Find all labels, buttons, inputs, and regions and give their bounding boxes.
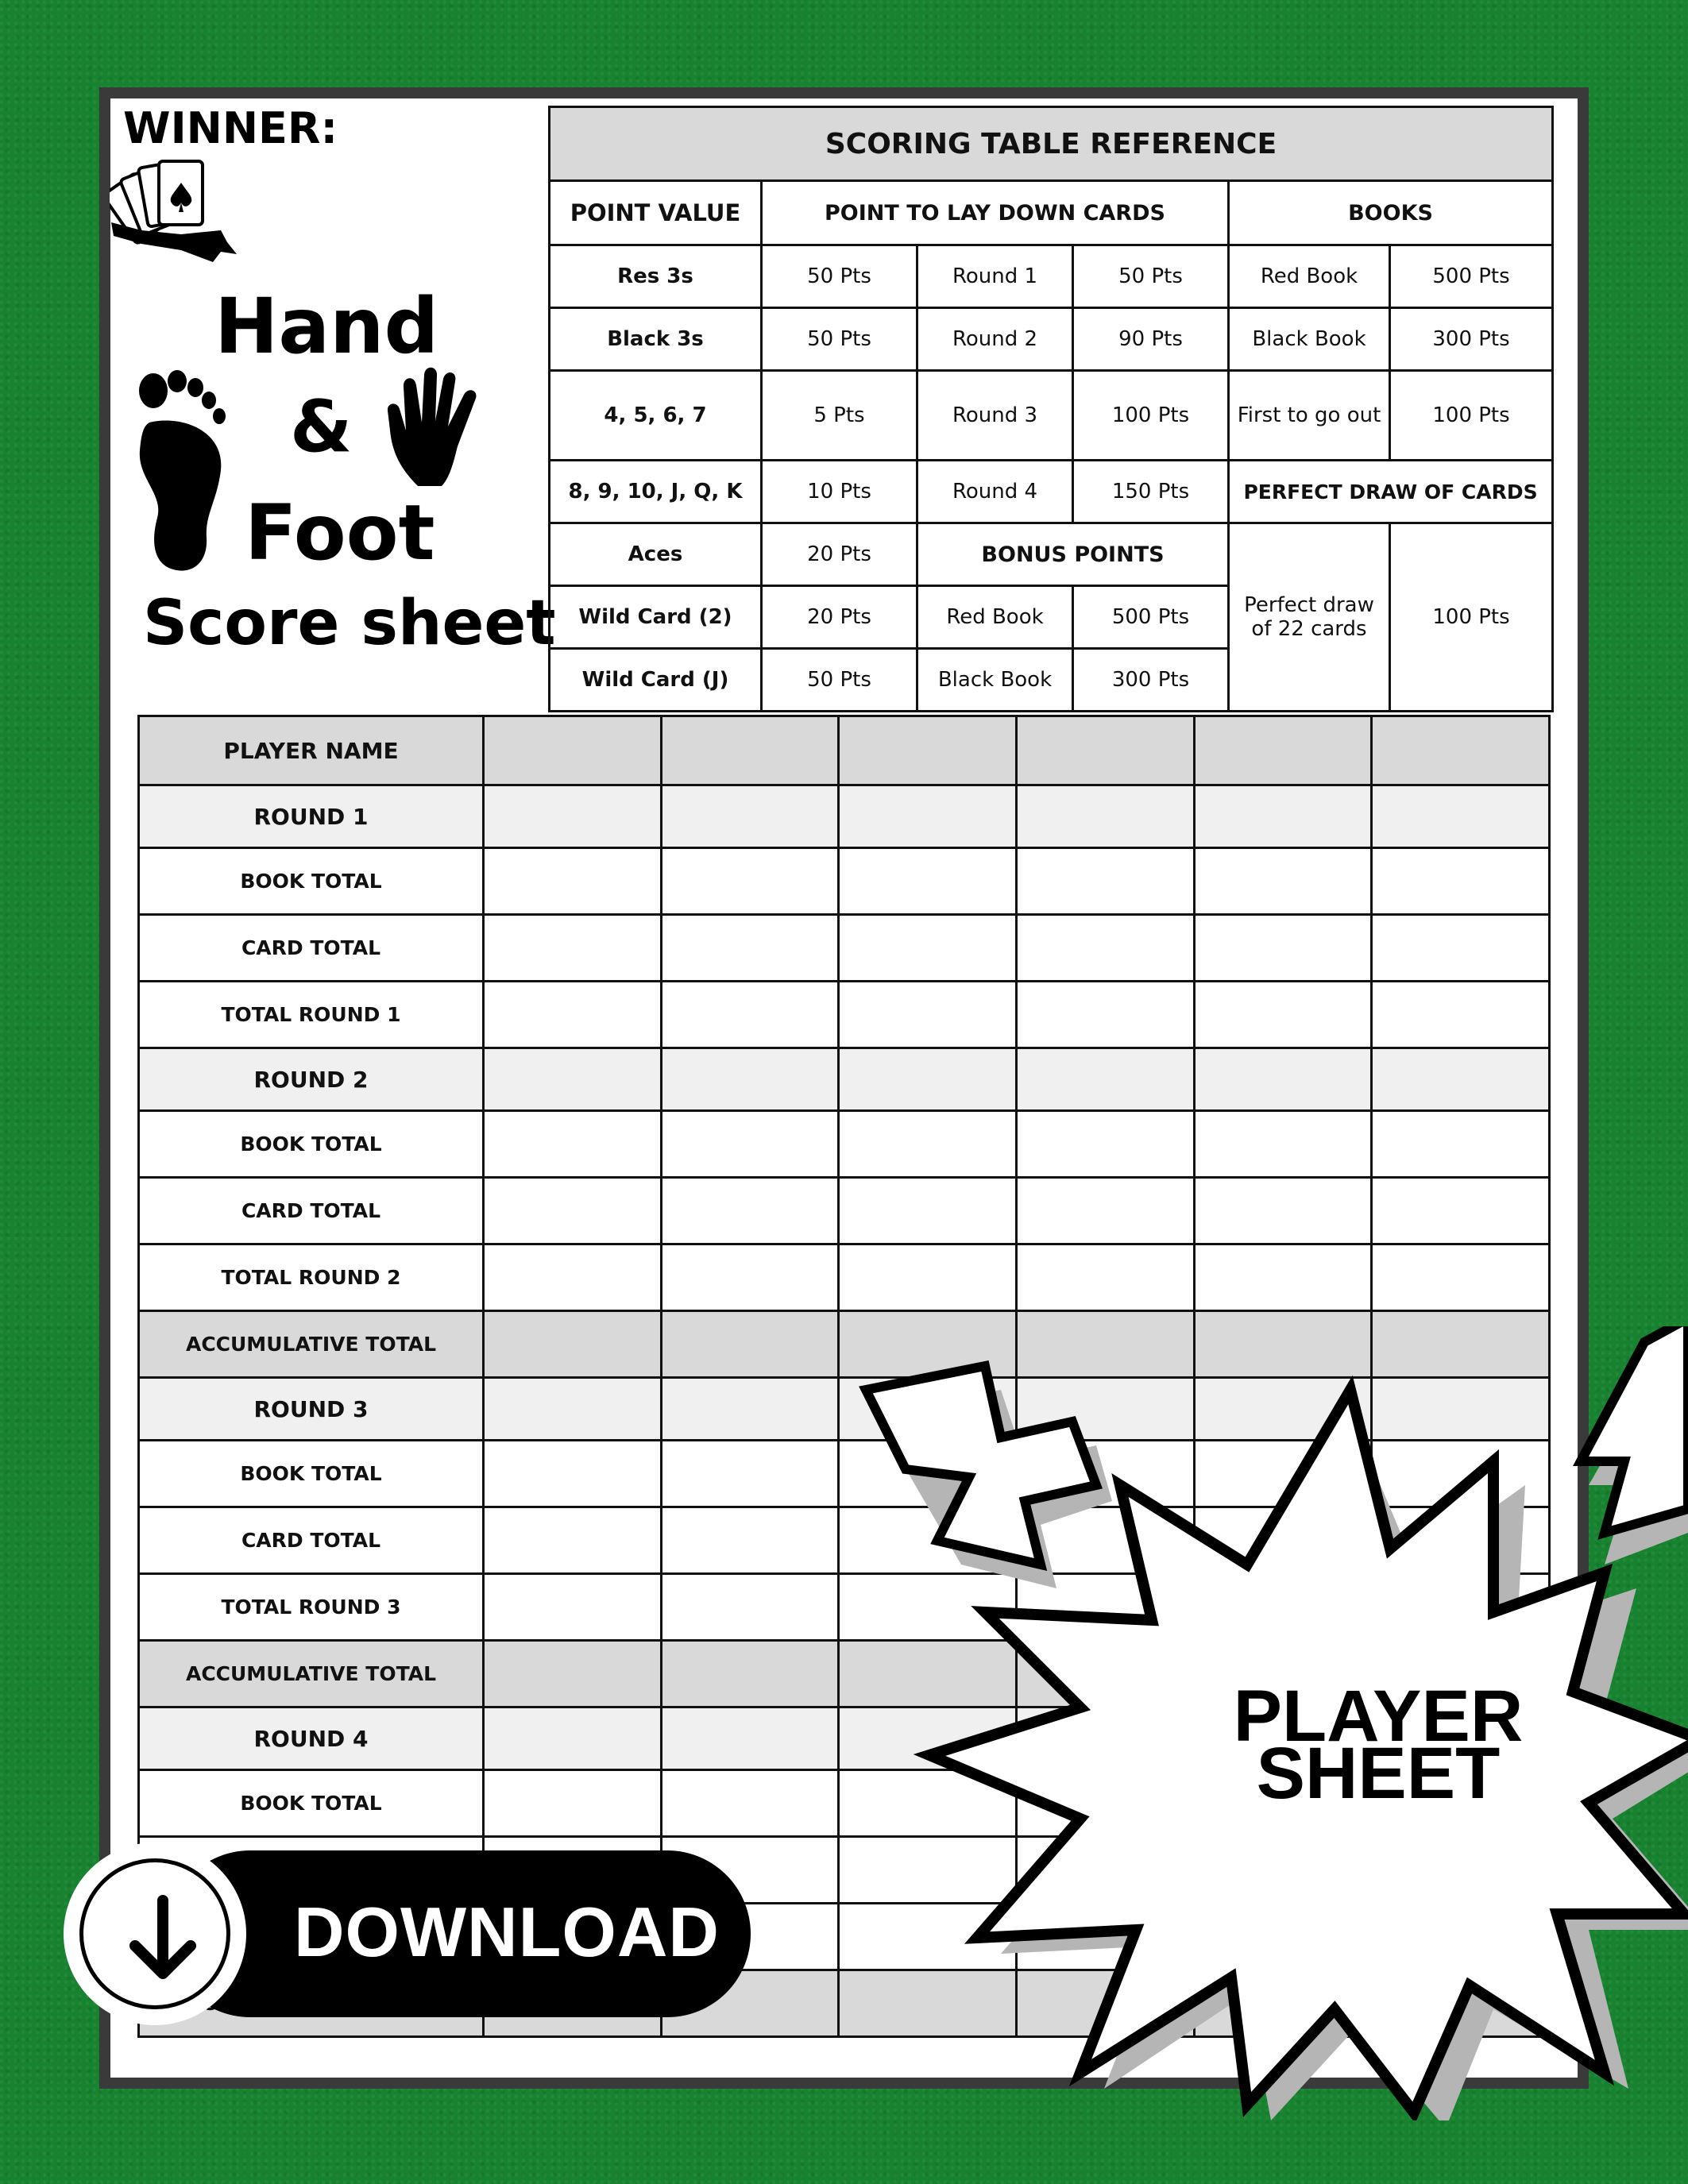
ref-pts: 50 Pts bbox=[762, 649, 917, 712]
score-cell[interactable] bbox=[484, 1378, 662, 1441]
score-cell[interactable] bbox=[484, 1574, 662, 1641]
score-cell[interactable] bbox=[1016, 982, 1194, 1048]
scoring-reference-table bbox=[548, 106, 1554, 712]
score-cell[interactable] bbox=[661, 1441, 839, 1507]
score-cell[interactable] bbox=[661, 1048, 839, 1111]
foot-icon bbox=[133, 367, 229, 573]
bonus-pts: 500 Pts bbox=[1073, 586, 1229, 649]
score-cell[interactable] bbox=[1194, 915, 1372, 982]
score-cell[interactable] bbox=[484, 1770, 662, 1837]
score-cell[interactable] bbox=[1016, 1048, 1194, 1111]
title-hand: Hand bbox=[214, 282, 439, 371]
score-cell[interactable] bbox=[661, 1507, 839, 1574]
grid-row-label: TOTAL ROUND 3 bbox=[139, 1574, 484, 1641]
col-lay-down: POINT TO LAY DOWN CARDS bbox=[762, 181, 1229, 245]
arrow-down-icon bbox=[123, 1894, 203, 1989]
score-cell[interactable] bbox=[1016, 848, 1194, 915]
ref-pts: 20 Pts bbox=[762, 586, 917, 649]
grid-row-label: ACCUMULATIVE TOTAL bbox=[139, 1641, 484, 1707]
score-cell[interactable] bbox=[1372, 1178, 1550, 1244]
score-cell[interactable] bbox=[1194, 1048, 1372, 1111]
score-cell[interactable] bbox=[1016, 1111, 1194, 1178]
score-cell[interactable] bbox=[1016, 1178, 1194, 1244]
grid-row bbox=[139, 1244, 1550, 1311]
grid-row-label: PLAYER NAME bbox=[139, 716, 484, 785]
bonus-pts: 300 Pts bbox=[1073, 649, 1229, 712]
score-cell[interactable] bbox=[1372, 1048, 1550, 1111]
score-cell[interactable] bbox=[661, 1770, 839, 1837]
col-point-value: POINT VALUE bbox=[550, 181, 762, 245]
player-name-cell[interactable] bbox=[1016, 716, 1194, 785]
ref-card: Wild Card (2) bbox=[550, 586, 762, 649]
ref-round: Round 3 bbox=[917, 371, 1073, 461]
score-cell[interactable] bbox=[661, 848, 839, 915]
score-cell[interactable] bbox=[1194, 785, 1372, 848]
ref-card: Black 3s bbox=[550, 308, 762, 371]
title-foot: Foot bbox=[245, 488, 435, 577]
grid-row-label: CARD TOTAL bbox=[139, 1178, 484, 1244]
score-cell[interactable] bbox=[661, 915, 839, 982]
grid-row-label: ACCUMULATIVE TOTAL bbox=[139, 1311, 484, 1378]
reference-title: SCORING TABLE REFERENCE bbox=[550, 107, 1553, 181]
grid-row-label: ROUND 3 bbox=[139, 1378, 484, 1441]
ref-pts: 20 Pts bbox=[762, 523, 917, 586]
score-cell[interactable] bbox=[661, 1311, 839, 1378]
score-cell[interactable] bbox=[484, 1178, 662, 1244]
grid-row bbox=[139, 1048, 1550, 1111]
ref-pts: 5 Pts bbox=[762, 371, 917, 461]
grid-row bbox=[139, 716, 1550, 785]
score-cell[interactable] bbox=[484, 1641, 662, 1707]
grid-row-label: BOOK TOTAL bbox=[139, 1441, 484, 1507]
score-cell[interactable] bbox=[839, 915, 1017, 982]
bonus-points-header: BONUS POINTS bbox=[917, 523, 1229, 586]
score-cell[interactable] bbox=[661, 1111, 839, 1178]
player-name-cell[interactable] bbox=[661, 716, 839, 785]
ref-round-pts: 90 Pts bbox=[1073, 308, 1229, 371]
grid-row-label: TOTAL ROUND 2 bbox=[139, 1244, 484, 1311]
score-cell[interactable] bbox=[1016, 785, 1194, 848]
grid-row-label: TOTAL ROUND 1 bbox=[139, 982, 484, 1048]
bonus-item: Red Book bbox=[917, 586, 1073, 649]
grid-row-label: CARD TOTAL bbox=[139, 915, 484, 982]
ref-round: Round 1 bbox=[917, 245, 1073, 308]
grid-row bbox=[139, 982, 1550, 1048]
score-cell[interactable] bbox=[484, 982, 662, 1048]
title-score-sheet: Score sheet bbox=[143, 588, 556, 659]
download-circle[interactable] bbox=[64, 1843, 246, 2025]
ref-card: 4, 5, 6, 7 bbox=[550, 371, 762, 461]
grid-row-label: ROUND 2 bbox=[139, 1048, 484, 1111]
score-cell[interactable] bbox=[1372, 915, 1550, 982]
ref-round-pts: 50 Pts bbox=[1073, 245, 1229, 308]
score-cell[interactable] bbox=[839, 982, 1017, 1048]
score-cell[interactable] bbox=[839, 785, 1017, 848]
ref-pts: 50 Pts bbox=[762, 308, 917, 371]
ref-card: Res 3s bbox=[550, 245, 762, 308]
ref-card: 8, 9, 10, J, Q, K bbox=[550, 461, 762, 523]
ref-book: Red Book bbox=[1229, 245, 1390, 308]
ref-book: First to go out bbox=[1229, 371, 1390, 461]
grid-row-label: ROUND 1 bbox=[139, 785, 484, 848]
score-cell[interactable] bbox=[661, 1378, 839, 1441]
player-sheet-line2: SHEET bbox=[1256, 1733, 1501, 1814]
player-name-cell[interactable] bbox=[484, 716, 662, 785]
playing-cards-icon bbox=[110, 155, 241, 274]
score-cell[interactable] bbox=[661, 982, 839, 1048]
grid-row bbox=[139, 1111, 1550, 1178]
score-cell[interactable] bbox=[1194, 848, 1372, 915]
score-cell[interactable] bbox=[484, 1441, 662, 1507]
score-cell[interactable] bbox=[839, 1048, 1017, 1111]
score-cell[interactable] bbox=[1194, 1244, 1372, 1311]
hand-icon bbox=[386, 367, 505, 490]
player-name-cell[interactable] bbox=[839, 716, 1017, 785]
ref-round-pts: 150 Pts bbox=[1073, 461, 1229, 523]
score-cell[interactable] bbox=[661, 1707, 839, 1770]
score-cell[interactable] bbox=[661, 1641, 839, 1707]
score-cell[interactable] bbox=[1372, 848, 1550, 915]
title-ampersand: & bbox=[290, 385, 353, 469]
score-cell[interactable] bbox=[484, 1244, 662, 1311]
score-cell[interactable] bbox=[1372, 982, 1550, 1048]
score-cell[interactable] bbox=[484, 1048, 662, 1111]
score-cell[interactable] bbox=[839, 1178, 1017, 1244]
ref-book: Black Book bbox=[1229, 308, 1390, 371]
winner-label: WINNER: bbox=[123, 103, 338, 153]
ref-book-pts: 500 Pts bbox=[1390, 245, 1553, 308]
grid-row-label: BOOK TOTAL bbox=[139, 848, 484, 915]
score-cell[interactable] bbox=[1194, 1111, 1372, 1178]
grid-row-label: BOOK TOTAL bbox=[139, 1770, 484, 1837]
score-cell[interactable] bbox=[1194, 982, 1372, 1048]
score-cell[interactable] bbox=[661, 785, 839, 848]
score-cell[interactable] bbox=[661, 1178, 839, 1244]
ref-round-pts: 100 Pts bbox=[1073, 371, 1229, 461]
score-cell[interactable] bbox=[484, 1507, 662, 1574]
score-cell[interactable] bbox=[484, 1111, 662, 1178]
ref-round: Round 2 bbox=[917, 308, 1073, 371]
player-sheet-label bbox=[1219, 1676, 1537, 1814]
score-cell[interactable] bbox=[484, 785, 662, 848]
download-label[interactable]: DOWNLOAD bbox=[294, 1893, 720, 1971]
ref-book-pts: 100 Pts bbox=[1390, 371, 1553, 461]
grid-row bbox=[139, 1178, 1550, 1244]
col-books: BOOKS bbox=[1229, 181, 1553, 245]
ref-book-pts: 300 Pts bbox=[1390, 308, 1553, 371]
grid-row-label: CARD TOTAL bbox=[139, 1507, 484, 1574]
score-cell[interactable] bbox=[1016, 1244, 1194, 1311]
score-cell[interactable] bbox=[1372, 1111, 1550, 1178]
player-sheet-line1: PLAYER bbox=[1233, 1676, 1524, 1757]
score-cell[interactable] bbox=[661, 1574, 839, 1641]
score-cell[interactable] bbox=[1372, 1244, 1550, 1311]
score-cell[interactable] bbox=[839, 1111, 1017, 1178]
score-cell[interactable] bbox=[484, 915, 662, 982]
score-cell[interactable] bbox=[484, 848, 662, 915]
score-cell[interactable] bbox=[1372, 785, 1550, 848]
grid-row bbox=[139, 915, 1550, 982]
ref-pts: 50 Pts bbox=[762, 245, 917, 308]
perfect-draw-header: PERFECT DRAW OF CARDS bbox=[1229, 461, 1553, 523]
grid-row bbox=[139, 848, 1550, 915]
score-cell[interactable] bbox=[839, 1244, 1017, 1311]
score-cell[interactable] bbox=[839, 848, 1017, 915]
perfect-draw-pts: 100 Pts bbox=[1390, 523, 1553, 712]
ref-card: Wild Card (J) bbox=[550, 649, 762, 712]
ref-round: Round 4 bbox=[917, 461, 1073, 523]
grid-row-label: ROUND 4 bbox=[139, 1707, 484, 1770]
score-cell[interactable] bbox=[484, 1707, 662, 1770]
perfect-draw-label: Perfect draw of 22 cards bbox=[1229, 523, 1390, 712]
grid-row bbox=[139, 785, 1550, 848]
ref-card: Aces bbox=[550, 523, 762, 586]
player-name-cell[interactable] bbox=[1372, 716, 1550, 785]
player-name-cell[interactable] bbox=[1194, 716, 1372, 785]
score-cell[interactable] bbox=[1016, 915, 1194, 982]
score-cell[interactable] bbox=[661, 1244, 839, 1311]
ref-pts: 10 Pts bbox=[762, 461, 917, 523]
grid-row-label: BOOK TOTAL bbox=[139, 1111, 484, 1178]
score-cell[interactable] bbox=[1194, 1178, 1372, 1244]
download-button[interactable] bbox=[64, 1850, 751, 2017]
score-cell[interactable] bbox=[484, 1311, 662, 1378]
bonus-item: Black Book bbox=[917, 649, 1073, 712]
